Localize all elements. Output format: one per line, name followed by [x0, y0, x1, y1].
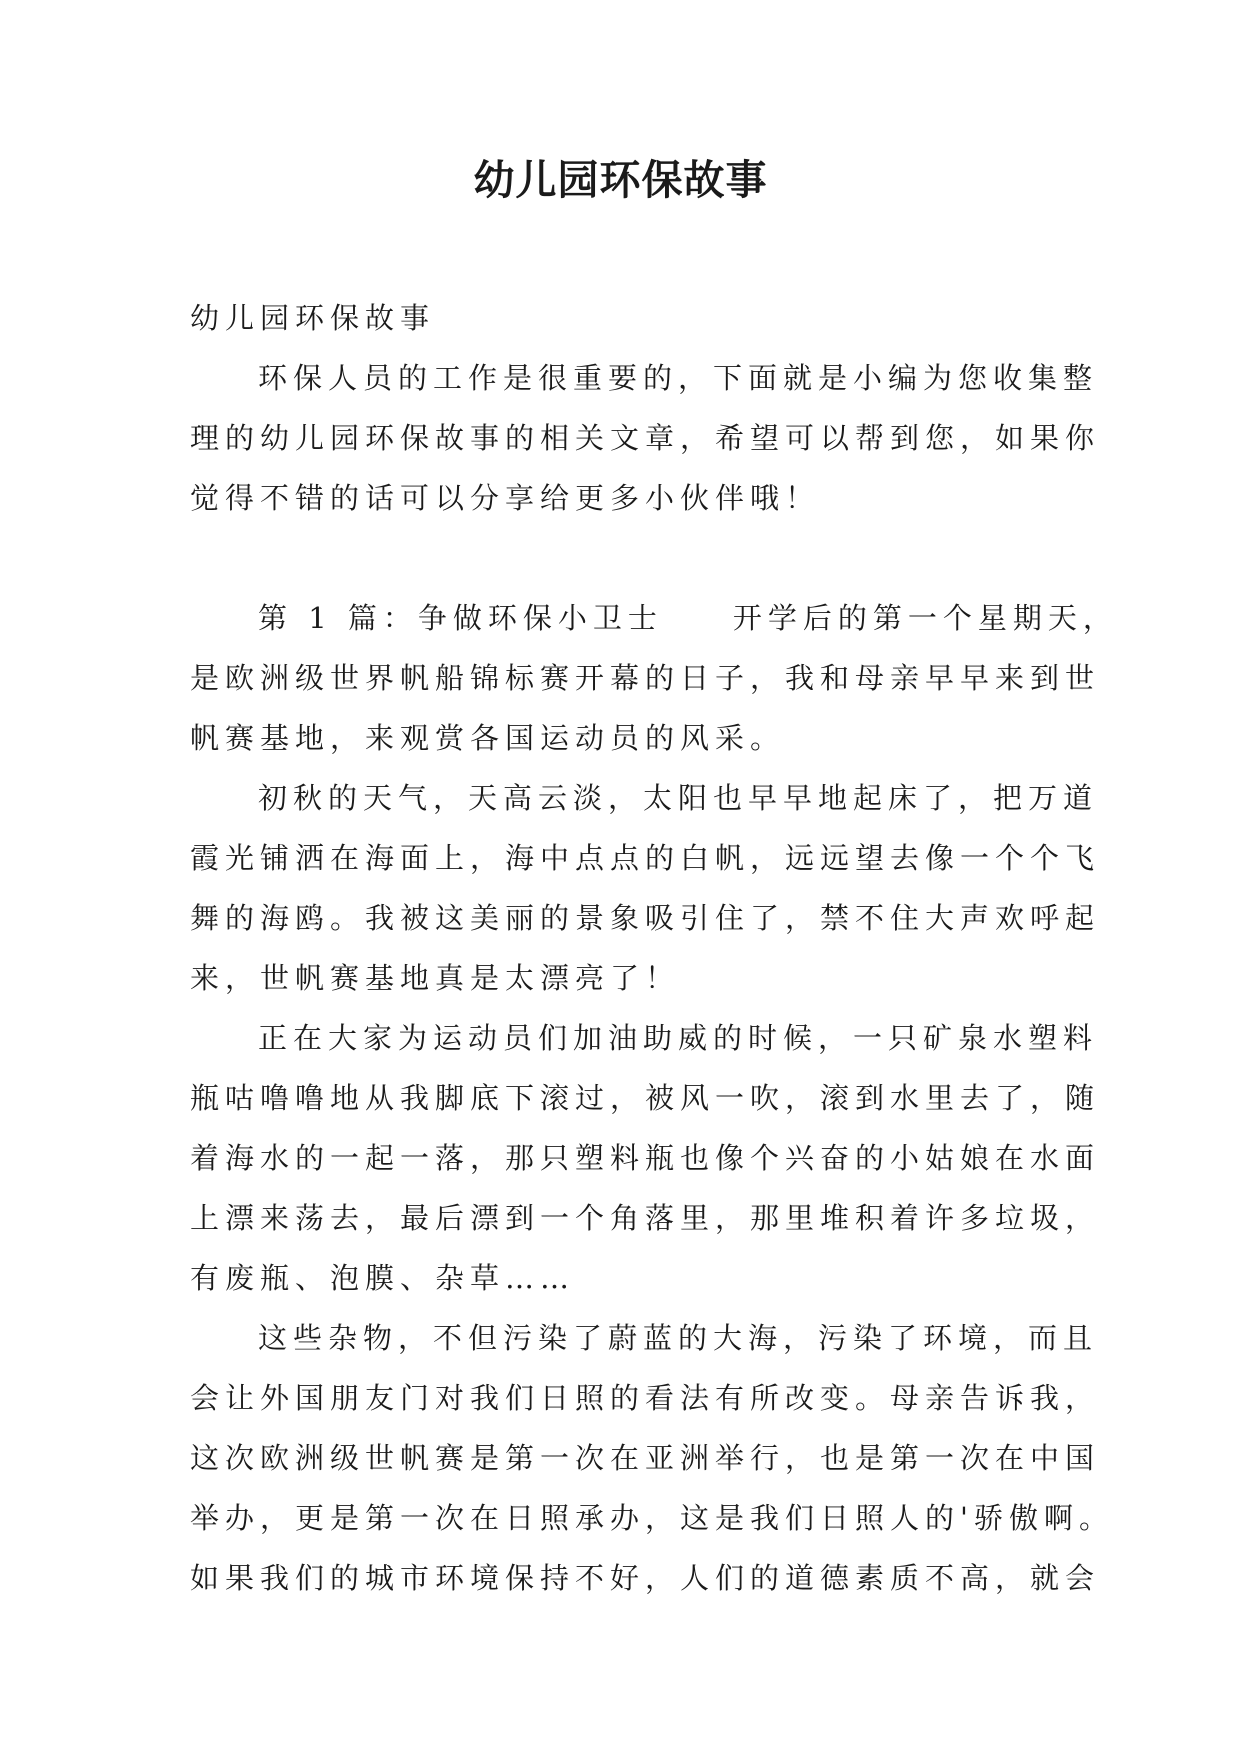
- text-line: 正在大家为运动员们加油助威的时候，一只矿泉水塑料: [258, 1021, 1099, 1055]
- document-body: [190, 288, 1118, 1608]
- text-line: 着海水的一起一落，那只塑料瓶也像个兴奋的小姑娘在水面: [190, 1141, 1101, 1175]
- text-line: 舞的海鸥。我被这美丽的景象吸引住了，禁不住大声欢呼起: [190, 901, 1101, 935]
- text-line: 这些杂物，不但污染了蔚蓝的大海，污染了环境，而且: [258, 1321, 1099, 1355]
- text-line: 上漂来荡去，最后漂到一个角落里，那里堆积着许多垃圾，: [190, 1201, 1101, 1235]
- paragraph-spacer: [190, 528, 1060, 588]
- text-line: 如果我们的城市环境保持不好，人们的道德素质不高，就会: [190, 1561, 1101, 1595]
- text-line: 幼儿园环保故事: [190, 301, 436, 335]
- text-line: 理的幼儿园环保故事的相关文章，希望可以帮到您，如果你: [190, 421, 1101, 455]
- text-line: 是欧洲级世界帆船锦标赛开幕的日子，我和母亲早早来到世: [190, 661, 1101, 695]
- text-line: 这次欧洲级世帆赛是第一次在亚洲举行，也是第一次在中国: [190, 1441, 1101, 1475]
- document-title: 幼儿园环保故事: [473, 156, 768, 204]
- text-line: 来，世帆赛基地真是太漂亮了！: [190, 961, 681, 995]
- text-line: 初秋的天气，天高云淡，太阳也早早地起床了，把万道: [258, 781, 1099, 815]
- text-line: 帆赛基地，来观赏各国运动员的风采。: [190, 721, 786, 755]
- text-line: 有废瓶、泡膜、杂草……: [190, 1261, 576, 1295]
- text-line: 瓶咕噜噜地从我脚底下滚过，被风一吹，滚到水里去了，随: [190, 1081, 1101, 1115]
- text-line: 环保人员的工作是很重要的，下面就是小编为您收集整: [258, 361, 1099, 395]
- text-line: 霞光铺洒在海面上，海中点点的白帆，远远望去像一个个飞: [190, 841, 1101, 875]
- text-line: 会让外国朋友门对我们日照的看法有所改变。母亲告诉我，: [190, 1381, 1101, 1415]
- text-line: 觉得不错的话可以分享给更多小伙伴哦！: [190, 481, 821, 515]
- text-line: 举办，更是第一次在日照承办，这是我们日照人的'骄傲啊。: [190, 1501, 1114, 1535]
- text-line: 第 1 篇：争做环保小卫士 开学后的第一个星期天，: [258, 601, 1118, 635]
